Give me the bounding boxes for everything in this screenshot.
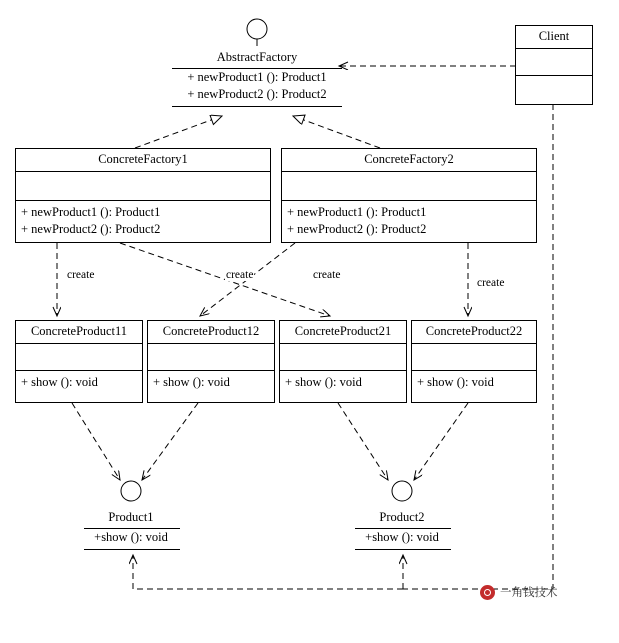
class-concrete-factory-2[interactable] xyxy=(281,148,537,243)
abstract-factory-bottom-divider xyxy=(172,106,342,107)
product-2-op-1: +show (): void xyxy=(365,530,439,544)
class-concrete-factory-1[interactable] xyxy=(15,148,271,243)
concrete-factory-1-op-2: + newProduct2 (): Product2 xyxy=(21,221,161,236)
class-client-attrs xyxy=(516,48,592,75)
concrete-product-11-op-1: + show (): void xyxy=(21,374,98,389)
concrete-product-21-op-1: + show (): void xyxy=(285,374,362,389)
class-abstract-factory-name: AbstractFactory xyxy=(216,50,298,64)
class-concrete-factory-1-attrs xyxy=(16,171,270,200)
abstract-factory-divider xyxy=(172,68,342,69)
class-concrete-product-12[interactable] xyxy=(147,320,275,403)
class-concrete-product-21-attrs xyxy=(280,343,406,370)
edge-label-create-3: create xyxy=(313,269,341,281)
concrete-product-12-op-1: + show (): void xyxy=(153,374,230,389)
class-client-name: Client xyxy=(538,29,570,43)
class-concrete-product-22-name: ConcreteProduct22 xyxy=(425,324,523,338)
class-client[interactable] xyxy=(515,25,593,105)
concrete-factory-1-op-1: + newProduct1 (): Product1 xyxy=(21,204,161,219)
class-concrete-product-21[interactable] xyxy=(279,320,407,403)
edge-label-create-1: create xyxy=(67,269,95,281)
class-concrete-product-11[interactable] xyxy=(15,320,143,403)
class-concrete-product-11-attrs xyxy=(16,343,142,370)
watermark xyxy=(480,584,558,600)
class-concrete-factory-1-name: ConcreteFactory1 xyxy=(98,152,188,166)
product-2-bottom-divider xyxy=(355,549,451,550)
edge-label-create-2: create xyxy=(226,269,254,281)
class-concrete-factory-2-ops xyxy=(282,200,536,242)
wechat-account-logo-icon xyxy=(480,585,495,600)
class-client-ops xyxy=(516,75,592,109)
class-concrete-product-12-attrs xyxy=(148,343,274,370)
edge-label-create-4: create xyxy=(477,277,505,289)
class-concrete-product-21-name: ConcreteProduct21 xyxy=(294,324,392,338)
concrete-factory-2-op-1: + newProduct1 (): Product1 xyxy=(287,204,427,219)
class-concrete-product-11-ops xyxy=(16,370,142,395)
watermark-text: 一角钱技术 xyxy=(500,585,558,599)
class-product-1-name: Product1 xyxy=(108,510,154,524)
class-concrete-factory-1-ops xyxy=(16,200,270,242)
class-concrete-product-12-name: ConcreteProduct12 xyxy=(162,324,260,338)
abstract-factory-op-2: + newProduct2 (): Product2 xyxy=(187,87,327,101)
product-1-op-1: +show (): void xyxy=(94,530,168,544)
class-product-2-name: Product2 xyxy=(379,510,425,524)
concrete-product-22-op-1: + show (): void xyxy=(417,374,494,389)
product-1-divider xyxy=(84,528,180,529)
class-concrete-product-21-ops xyxy=(280,370,406,395)
product-1-bottom-divider xyxy=(84,549,180,550)
class-concrete-factory-2-name: ConcreteFactory2 xyxy=(364,152,454,166)
product-2-divider xyxy=(355,528,451,529)
class-concrete-product-22[interactable] xyxy=(411,320,537,403)
concrete-factory-2-op-2: + newProduct2 (): Product2 xyxy=(287,221,427,236)
class-concrete-product-12-ops xyxy=(148,370,274,395)
class-concrete-factory-2-attrs xyxy=(282,171,536,200)
class-concrete-product-22-attrs xyxy=(412,343,536,370)
abstract-factory-op-1: + newProduct1 (): Product1 xyxy=(187,70,327,84)
class-concrete-product-22-ops xyxy=(412,370,536,395)
class-concrete-product-11-name: ConcreteProduct11 xyxy=(30,324,128,338)
